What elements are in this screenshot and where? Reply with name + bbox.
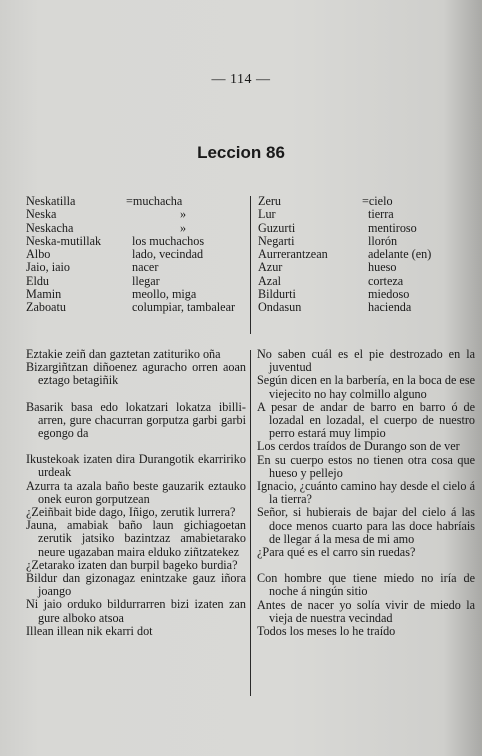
- vocab-term: Neskacha: [26, 220, 74, 235]
- page-number: — 114 —: [211, 72, 271, 87]
- vocab-entry: [258, 248, 478, 261]
- vocab-gloss: llorón: [368, 233, 398, 248]
- sentence: Illean illean nik ekarri dot: [26, 623, 153, 638]
- vocab-entry: [258, 275, 478, 288]
- vocab-term: Negarti: [258, 233, 295, 248]
- sentence: Los cerdos traídos de Durango son de ver: [257, 439, 460, 454]
- sentence: Antes de nacer yo solía vivir de miedo la vieja de nuestra vecindad: [257, 597, 475, 625]
- sentence: Según dicen en la barbería, en la boca de ese viejecito no hay colmillo alguno: [257, 373, 475, 401]
- vocab-term: Azur: [258, 260, 283, 275]
- vocab-entry: [26, 248, 246, 261]
- sentence: ¿Para qué es el carro sin ruedas?: [257, 545, 416, 560]
- vocab-gloss: hueso: [368, 260, 397, 275]
- sentence: ¿Zetarako izaten dan burpil bageko burdia?: [26, 557, 238, 572]
- sentence: Todos los meses lo he traído: [257, 624, 396, 639]
- sentence: Eztakie zeiñ dan gaztetan zatituriko oña: [26, 347, 221, 361]
- vocab-term: Ondasun: [258, 300, 302, 315]
- vocab-entry: [26, 288, 246, 301]
- vocab-gloss: »: [180, 207, 187, 222]
- vocab-gloss: =muchacha: [126, 194, 183, 208]
- vocab-gloss: »: [180, 220, 187, 235]
- vocab-entry: [258, 301, 478, 314]
- vocab-term: Neskatilla: [26, 194, 76, 208]
- vocab-term: Aurrerantzean: [258, 247, 328, 262]
- vocab-entry: [26, 222, 246, 235]
- vocab-term: Zeru: [258, 194, 282, 208]
- vocab-entry: [258, 235, 478, 248]
- vocab-gloss: meollo, miga: [132, 287, 197, 302]
- sentence: Jauna, amabiak baño laun gichiagoetan zerutik jatsiko bazintzaz amabietarako neure ugazaban maira elduko ziñtzatekez: [26, 518, 246, 559]
- spacer: [26, 388, 246, 401]
- sentence: Basarik basa edo lokatzari lokatza ibilli-arren, gure chacurran gorputza garbi garbi egongo da: [26, 399, 246, 441]
- vocab-column-divider: [250, 196, 251, 334]
- sentence: Ikustekoak izaten dira Durangotik ekarririko urdeak: [26, 452, 246, 480]
- vocab-entry: [26, 275, 246, 288]
- vocab-entry: [258, 208, 478, 221]
- vocab-gloss: corteza: [368, 273, 404, 288]
- sentence: A pesar de andar de barro en barro ó de lozadal en lozadal, el cuerpo de nuestro perro estará muy limpio: [257, 399, 475, 441]
- vocab-term: Jaio, iaio: [26, 260, 71, 275]
- vocab-gloss: nacer: [132, 260, 159, 275]
- sentences-column-divider: [250, 350, 251, 696]
- sentence: Con hombre que tiene miedo no iría de noche á ningún sitio: [257, 571, 475, 599]
- vocab-entry: [258, 288, 478, 301]
- vocab-entry: [26, 208, 246, 221]
- vocab-gloss: lado, vecindad: [132, 247, 204, 262]
- sentence: No saben cuál es el pie destrozado en la juventud: [257, 347, 475, 375]
- vocab-list-left: [26, 195, 246, 315]
- sentence: Azurra ta azala baño beste gauzarik eztauko onek euron gorputzean: [26, 478, 246, 506]
- vocab-gloss: columpiar, tambalear: [132, 300, 236, 315]
- vocab-entry: [258, 195, 478, 208]
- sentence: Bildur dan gizonagaz enintzake gauz iñora joango: [26, 571, 246, 599]
- vocab-term: Bildurti: [258, 287, 296, 302]
- vocab-entry: [258, 261, 478, 274]
- vocab-term: Lur: [258, 207, 276, 222]
- vocab-term: Neska-mutillak: [26, 233, 102, 248]
- vocab-term: Neska: [26, 207, 57, 222]
- sentence: En su cuerpo estos no tienen otra cosa que hueso y pellejo: [257, 452, 475, 480]
- vocab-term: Guzurti: [258, 220, 296, 235]
- vocab-term: Zaboatu: [26, 300, 66, 315]
- vocab-entry: [26, 301, 246, 314]
- vocab-term: Azal: [258, 273, 282, 288]
- vocab-gloss: hacienda: [368, 300, 412, 315]
- lesson-title: Leccion 86: [197, 143, 285, 162]
- sentence: Ignacio, ¿cuánto camino hay desde el cielo á la tierra?: [257, 479, 475, 507]
- vocab-gloss: los muchachos: [132, 233, 205, 248]
- sentence: Señor, si hubierais de bajar del cielo á las doce menos cuarto para las doce habríais de llegar á la mesa de mi amo: [257, 505, 475, 546]
- sentences-basque: [26, 348, 246, 638]
- vocab-gloss: llegar: [132, 273, 160, 288]
- vocab-entry: [26, 195, 246, 208]
- vocab-gloss: miedoso: [368, 287, 410, 302]
- vocab-entry: [258, 222, 478, 235]
- vocab-gloss: adelante (en): [368, 247, 432, 262]
- sentences-spanish: [257, 348, 475, 638]
- vocab-gloss: =cielo: [362, 194, 393, 208]
- vocab-entry: [26, 235, 246, 248]
- vocab-term: Albo: [26, 247, 51, 262]
- sentence: ¿Zeiñbait bide dago, Iñigo, zerutik lurrera?: [26, 505, 236, 520]
- vocab-term: Eldu: [26, 273, 50, 288]
- vocab-entry: [26, 261, 246, 274]
- sentence: Ni jaio orduko bildurrarren bizi izaten zan gure alboko atsoa: [26, 597, 246, 625]
- vocab-gloss: mentiroso: [368, 220, 417, 235]
- vocab-term: Mamin: [26, 287, 62, 302]
- vocab-gloss: tierra: [368, 207, 394, 222]
- sentence: Bizargiñtzan diñoenez aguracho orren aoan eztago betagiñik: [26, 360, 246, 388]
- vocab-list-right: [258, 195, 478, 315]
